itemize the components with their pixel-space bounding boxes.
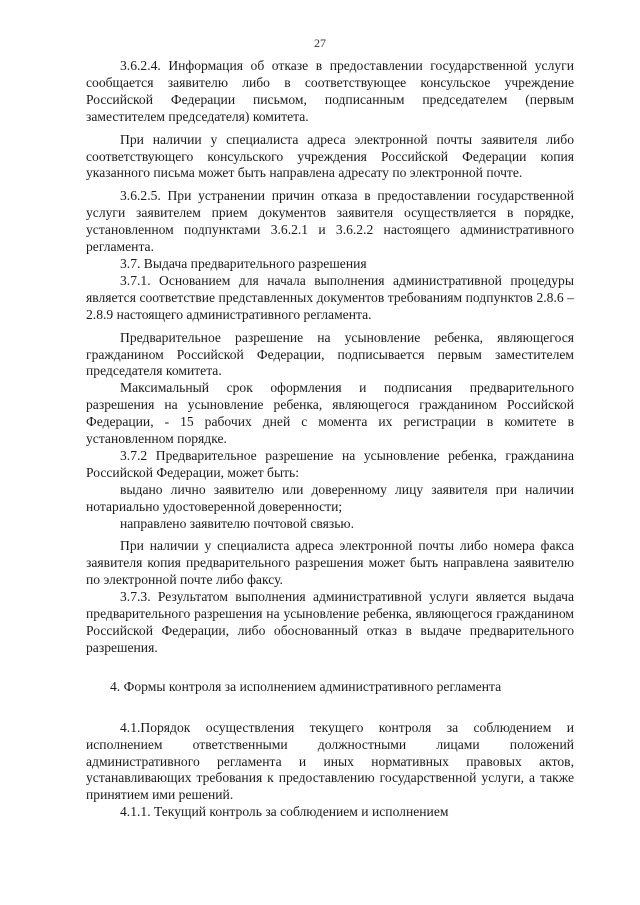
paragraph-3-6-2-4: 3.6.2.4. Информация об отказе в предоставлении государственной услуги сообщается заявителю либо в соответствующее консульское учреждение Российской Федерации письмом, подписанным председателем (первым заместителем председателя) комитета. [86, 58, 574, 124]
subsection-heading-3-7: 3.7. Выдача предварительного разрешения [120, 255, 367, 271]
paragraph-3-7-3: 3.7.3. Результатом выполнения административной услуги является выдача предварительного разрешения на усыновление ребенка, являющегося гражданином Российской Федерации, либо обоснованный отказ в выдаче предварительного разрешения. [86, 589, 574, 655]
paragraph-email-copy: При наличии у специалиста адреса электронной почты заявителя либо соответствующего консульского учреждения Российской Федерации копия указанного письма может быть направлена адресату по электронной почте. [86, 131, 574, 181]
paragraph-4-1: 4.1.Порядок осуществления текущего контроля за соблюдением и исполнением ответственными должностными лицами положений административного регламента и иных нормативных правовых актов, устанавливающих требования к предоставлению государственной услуги, а также принятием ими решений. [86, 719, 574, 803]
page-number: 27 [314, 36, 326, 50]
document-body [86, 58, 574, 821]
paragraph-max-term: Максимальный срок оформления и подписания предварительного разрешения на усыновление ребенка, являющегося гражданином Российской Федерации, - 15 рабочих дней с момента их регистрации в комитете в установленном порядке. [86, 380, 574, 447]
section-heading-4: 4. Формы контроля за исполнением административного регламента [110, 678, 502, 694]
list-item-by-mail: направлено заявителю почтовой связью. [120, 515, 354, 531]
list-item-in-person: выдано лично заявителю или доверенному лицу заявителя при наличии нотариально удостоверенной доверенности; [86, 481, 574, 514]
paragraph-signing: Предварительное разрешение на усыновление ребенка, являющегося гражданином Российской Федерации, подписывается первым заместителем председателя комитета. [86, 329, 574, 379]
paragraph-3-7-2: 3.7.2 Предварительное разрешение на усыновление ребенка, гражданина Российской Федерации, может быть: [86, 447, 574, 480]
paragraph-4-1-1: 4.1.1. Текущий контроль за соблюдением и исполнением [120, 804, 449, 820]
paragraph-3-6-2-5: 3.6.2.5. При устранении причин отказа в предоставлении государственной услуги заявителем прием документов заявителя осуществляется в порядке, установленном подпунктами 3.6.2.1 и 3.6.2.2 настоящего административного регламента. [86, 188, 574, 255]
paragraph-3-7-1: 3.7.1. Основанием для начала выполнения административной процедуры является соответствие представленных документов требованиям подпунктов 2.8.6 – 2.8.9 настоящего административного регламента. [86, 272, 574, 322]
paragraph-email-fax: При наличии у специалиста адреса электронной почты либо номера факса заявителя копия предварительного разрешения может быть направлена заявителю по электронной почте либо факсу. [86, 538, 574, 588]
